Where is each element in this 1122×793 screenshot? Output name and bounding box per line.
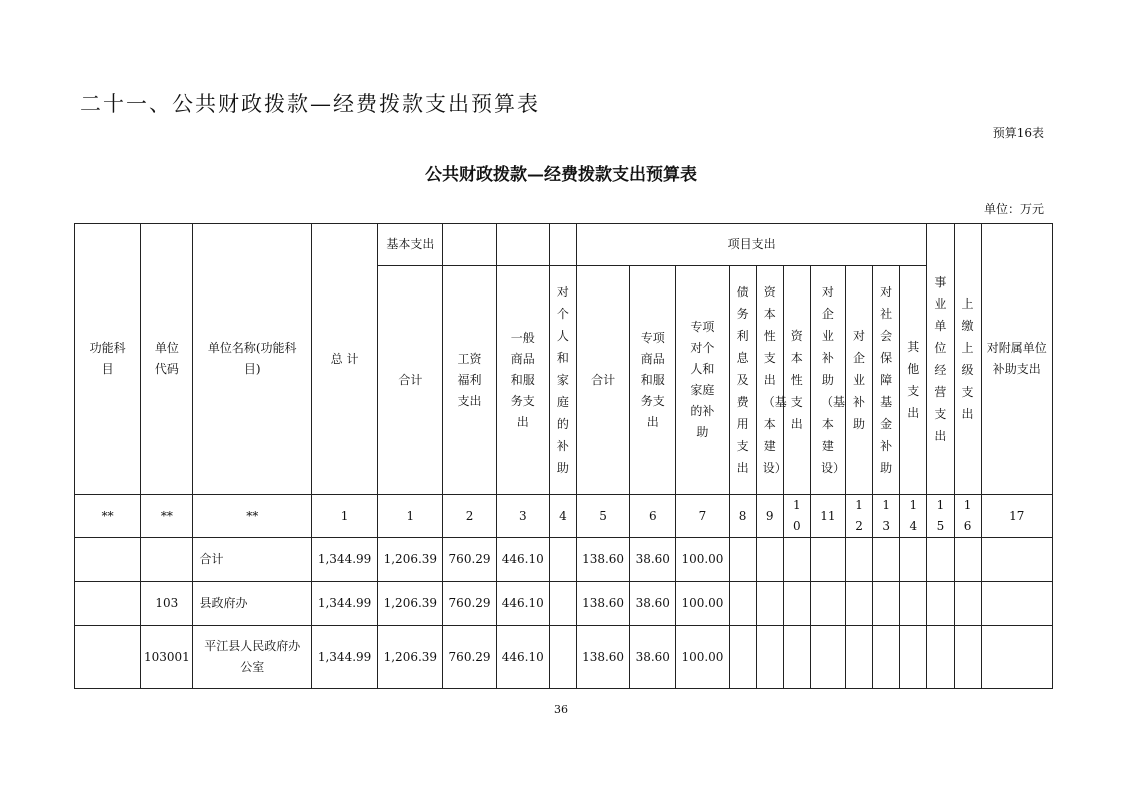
index-cell: 12	[846, 495, 873, 538]
header-total: 总 计	[311, 224, 377, 495]
cell-project: 138.60	[576, 582, 629, 626]
header-capital: 资本性支出	[783, 266, 810, 495]
cell-empty	[873, 538, 900, 582]
header-goods: 一般商品和服务支出	[496, 266, 549, 495]
cell-empty	[756, 626, 783, 689]
cell-personal	[549, 582, 576, 626]
cell-empty	[846, 626, 873, 689]
header-row-top	[75, 224, 1053, 266]
cell-special-personal: 100.00	[676, 538, 729, 582]
cell-empty	[783, 538, 810, 582]
table-row	[75, 626, 1053, 689]
index-cell: 9	[756, 495, 783, 538]
header-special-personal: 专项对个人和家庭的补助	[676, 266, 729, 495]
header-enterprise-basic: 对企业补助（基本建设）	[810, 266, 845, 495]
cell-name: 合计	[193, 538, 311, 582]
cell-empty	[846, 582, 873, 626]
cell-empty	[729, 538, 756, 582]
index-row	[75, 495, 1053, 538]
cell-func	[75, 626, 141, 689]
cell-special-goods: 38.60	[630, 582, 676, 626]
header-project-total: 合计	[576, 266, 629, 495]
cell-empty	[783, 582, 810, 626]
cell-empty	[810, 626, 845, 689]
header-debt: 债务利息及费用支出	[729, 266, 756, 495]
cell-goods: 446.10	[496, 538, 549, 582]
cell-project: 138.60	[576, 538, 629, 582]
cell-project: 138.60	[576, 626, 629, 689]
table-number: 预算16表	[992, 126, 1044, 140]
cell-empty	[756, 538, 783, 582]
index-cell: 6	[630, 495, 676, 538]
cell-special-goods: 38.60	[630, 538, 676, 582]
cell-empty	[900, 582, 927, 626]
index-cell: 13	[873, 495, 900, 538]
header-special-goods: 专项商品和服务支出	[630, 266, 676, 495]
header-unit-name: 单位名称(功能科目)	[193, 224, 311, 495]
cell-empty	[810, 538, 845, 582]
cell-empty	[927, 626, 954, 689]
header-capital-basic: 资本性支出（基本建设）	[756, 266, 783, 495]
cell-special-goods: 38.60	[630, 626, 676, 689]
header-enterprise: 对企业补助	[846, 266, 873, 495]
index-cell: **	[75, 495, 141, 538]
header-social: 对社会保障基金补助	[873, 266, 900, 495]
page-number: 36	[554, 703, 568, 716]
index-cell: 11	[810, 495, 845, 538]
unit-label: 单位：万元	[983, 202, 1044, 216]
cell-empty	[846, 538, 873, 582]
cell-total: 1,344.99	[311, 582, 377, 626]
budget-table	[74, 223, 1053, 689]
cell-wages: 760.29	[443, 626, 496, 689]
cell-total: 1,344.99	[311, 626, 377, 689]
header-unit-code: 单位代码	[141, 224, 193, 495]
table-row	[75, 538, 1053, 582]
cell-name: 县政府办	[193, 582, 311, 626]
header-other: 其他支出	[900, 266, 927, 495]
cell-empty	[900, 538, 927, 582]
cell-empty	[981, 538, 1052, 582]
header-superior: 上缴上级支出	[954, 224, 981, 495]
cell-empty	[729, 582, 756, 626]
cell-basic: 1,206.39	[378, 626, 443, 689]
cell-empty	[927, 582, 954, 626]
cell-empty	[873, 582, 900, 626]
index-cell: 5	[576, 495, 629, 538]
cell-empty	[900, 626, 927, 689]
header-basic-total: 合计	[378, 266, 443, 495]
cell-empty	[954, 582, 981, 626]
cell-name: 平江县人民政府办公室	[193, 626, 311, 689]
index-cell: 2	[443, 495, 496, 538]
index-cell: **	[193, 495, 311, 538]
header-blank-1	[443, 224, 496, 266]
cell-goods: 446.10	[496, 626, 549, 689]
index-cell: **	[141, 495, 193, 538]
index-cell: 3	[496, 495, 549, 538]
cell-empty	[954, 626, 981, 689]
index-cell: 14	[900, 495, 927, 538]
header-blank-3	[549, 224, 576, 266]
index-cell: 4	[549, 495, 576, 538]
header-project-group: 项目支出	[576, 224, 926, 266]
cell-code: 103001	[141, 626, 193, 689]
cell-basic: 1,206.39	[378, 582, 443, 626]
cell-empty	[981, 582, 1052, 626]
cell-code: 103	[141, 582, 193, 626]
cell-func	[75, 538, 141, 582]
cell-empty	[873, 626, 900, 689]
index-cell: 1	[311, 495, 377, 538]
index-cell: 16	[954, 495, 981, 538]
header-basic-group: 基本支出	[378, 224, 443, 266]
header-business: 事业单位经营支出	[927, 224, 954, 495]
cell-goods: 446.10	[496, 582, 549, 626]
index-cell: 1	[378, 495, 443, 538]
table-title: 公共财政拨款—经费拨款支出预算表	[425, 165, 697, 185]
cell-empty	[810, 582, 845, 626]
index-cell: 10	[783, 495, 810, 538]
cell-empty	[783, 626, 810, 689]
cell-special-personal: 100.00	[676, 582, 729, 626]
cell-basic: 1,206.39	[378, 538, 443, 582]
cell-func	[75, 582, 141, 626]
index-cell: 17	[981, 495, 1052, 538]
cell-empty	[981, 626, 1052, 689]
header-blank-2	[496, 224, 549, 266]
cell-empty	[729, 626, 756, 689]
cell-empty	[954, 538, 981, 582]
index-cell: 15	[927, 495, 954, 538]
table-row	[75, 582, 1053, 626]
cell-wages: 760.29	[443, 538, 496, 582]
index-cell: 8	[729, 495, 756, 538]
cell-personal	[549, 538, 576, 582]
header-wages: 工资福利支出	[443, 266, 496, 495]
header-personal: 对个人和家庭的补助	[549, 266, 576, 495]
cell-code	[141, 538, 193, 582]
header-subordinate: 对附属单位补助支出	[981, 224, 1052, 495]
cell-personal	[549, 626, 576, 689]
document-heading: 二十一、公共财政拨款—经费拨款支出预算表	[80, 92, 540, 116]
cell-wages: 760.29	[443, 582, 496, 626]
cell-empty	[927, 538, 954, 582]
header-func-subject: 功能科目	[75, 224, 141, 495]
cell-special-personal: 100.00	[676, 626, 729, 689]
cell-total: 1,344.99	[311, 538, 377, 582]
cell-empty	[756, 582, 783, 626]
index-cell: 7	[676, 495, 729, 538]
